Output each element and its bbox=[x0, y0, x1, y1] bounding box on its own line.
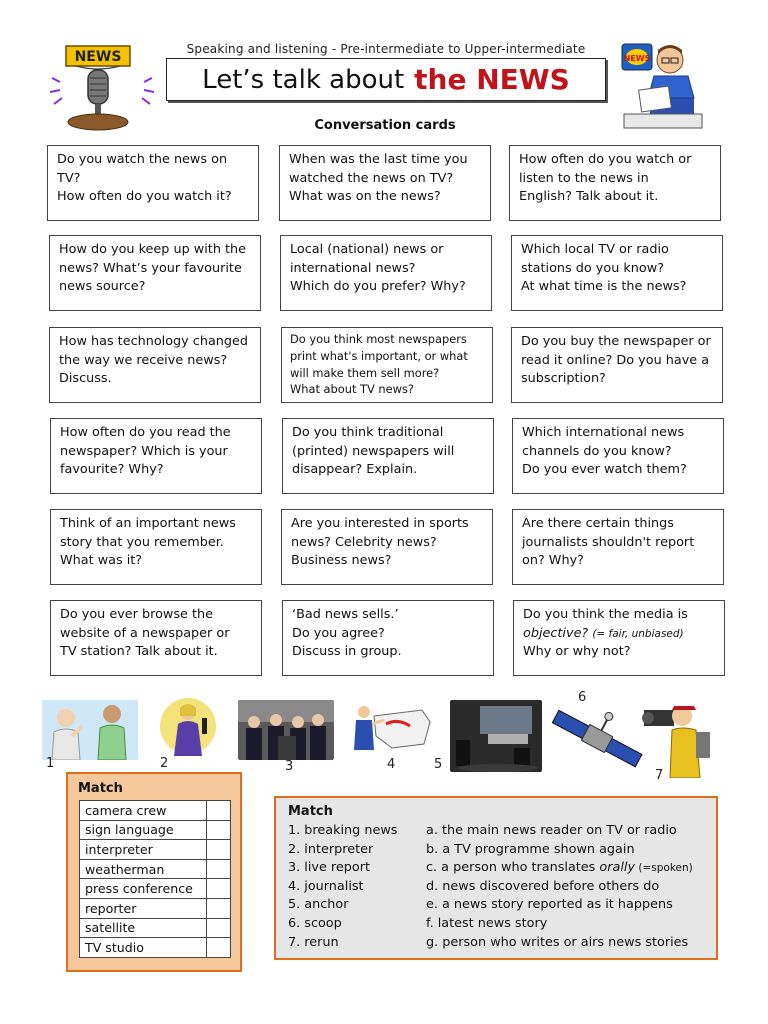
list-item: f. latest news story bbox=[426, 915, 548, 931]
sign-language-picture bbox=[42, 700, 138, 760]
match-vocabulary-table bbox=[79, 800, 231, 958]
answer-cell[interactable] bbox=[207, 820, 231, 840]
answer-cell[interactable] bbox=[207, 918, 231, 938]
worksheet-title bbox=[166, 58, 606, 101]
picture-number: 1 bbox=[46, 756, 55, 771]
list-item: 6. scoop bbox=[288, 915, 342, 931]
conversation-card: Do you watch the news on TV? How often do you watch it? bbox=[47, 145, 259, 221]
list-item: d. news discovered before others do bbox=[426, 878, 660, 894]
picture-number: 5 bbox=[434, 757, 443, 772]
conversation-card: How has technology changed the way we receive news? Discuss. bbox=[49, 327, 261, 403]
table-row: sign language bbox=[80, 820, 231, 840]
list-item: 5. anchor bbox=[288, 897, 349, 913]
camera-crew-picture bbox=[642, 700, 716, 778]
conversation-card: Do you think most newspapers print what's important, or what will make them sell more? What about TV news? bbox=[281, 327, 493, 403]
conversation-card: Think of an important news story that you remember. What was it? bbox=[50, 509, 262, 585]
title-main-text: Let’s talk about bbox=[202, 64, 405, 95]
list-item: 2. interpreter bbox=[288, 841, 374, 857]
answer-cell[interactable] bbox=[207, 879, 231, 899]
conversation-card: Which international news channels do you know? Do you ever watch them? bbox=[512, 418, 724, 494]
table-row: satellite bbox=[80, 918, 231, 938]
title-accent-text: the NEWS bbox=[414, 63, 570, 96]
answer-cell[interactable] bbox=[207, 859, 231, 879]
list-item: c. a person who translates orally (=spoken) bbox=[426, 860, 693, 876]
table-row: TV studio bbox=[80, 938, 231, 958]
worksheet-subtitle: Speaking and listening - Pre-intermediate to Upper-intermediate bbox=[186, 42, 586, 56]
list-item: 4. journalist bbox=[288, 878, 364, 894]
conversation-card: Do you think traditional (printed) newspapers will disappear? Explain. bbox=[282, 418, 494, 494]
table-row: weatherman bbox=[80, 859, 231, 879]
table-row: interpreter bbox=[80, 840, 231, 860]
conversation-card: Which local TV or radio stations do you know? At what time is the news? bbox=[511, 235, 723, 311]
conversation-card: How do you keep up with the news? What’s your favourite news source? bbox=[49, 235, 261, 311]
conversation-card: Local (national) news or international news? Which do you prefer? Why? bbox=[280, 235, 492, 311]
terms-list bbox=[288, 822, 397, 952]
conversation-card: Are there certain things journalists shouldn't report on? Why? bbox=[512, 509, 724, 585]
satellite-picture bbox=[550, 706, 646, 772]
list-item: e. a news story reported as it happens bbox=[426, 897, 673, 913]
press-conference-picture bbox=[238, 700, 334, 760]
table-row: press conference bbox=[80, 879, 231, 899]
list-item: 1. breaking news bbox=[288, 823, 398, 838]
conversation-card: How often do you read the newspaper? Which is your favourite? Why? bbox=[50, 418, 262, 494]
list-item: g. person who writes or airs news stories bbox=[426, 934, 689, 950]
list-item: 3. live report bbox=[288, 860, 370, 876]
conversation-card: Do you buy the newspaper or read it online? Do you have a subscription? bbox=[511, 327, 723, 403]
conversation-card: Do you ever browse the website of a newspaper or TV station? Talk about it. bbox=[50, 600, 262, 676]
weatherman-picture bbox=[352, 700, 432, 758]
list-item: 7. rerun bbox=[288, 934, 339, 950]
news-anchor-clipart bbox=[618, 38, 708, 132]
conversation-card: How often do you watch or listen to the news in English? Talk about it. bbox=[509, 145, 721, 221]
conversation-card: When was the last time you watched the news on TV? What was on the news? bbox=[279, 145, 491, 221]
tv-studio-picture bbox=[450, 700, 542, 772]
list-item: b. a TV programme shown again bbox=[426, 841, 635, 857]
picture-number: 3 bbox=[285, 759, 294, 774]
answer-cell[interactable] bbox=[207, 938, 231, 958]
picture-number: 4 bbox=[387, 757, 396, 772]
section-heading: Conversation cards bbox=[314, 118, 456, 133]
picture-number: 6 bbox=[578, 690, 587, 705]
match-title: Match bbox=[78, 781, 123, 796]
conversation-card: Are you interested in sports news? Celebrity news? Business news? bbox=[281, 509, 493, 585]
list-item: a. the main news reader on TV or radio bbox=[426, 823, 677, 838]
news-microphone-clipart bbox=[50, 42, 154, 134]
news-sign-text: NEWS bbox=[74, 49, 122, 65]
conversation-card: Do you think the media is objective? (= fair, unbiased) Why or why not? bbox=[513, 600, 725, 676]
match-definitions-box bbox=[274, 796, 718, 960]
answer-cell[interactable] bbox=[207, 801, 231, 821]
definitions-list bbox=[426, 822, 693, 952]
conversation-card: ‘Bad news sells.’ Do you agree? Discuss in group. bbox=[282, 600, 494, 676]
match-vocabulary-box bbox=[66, 772, 242, 972]
answer-cell[interactable] bbox=[207, 898, 231, 918]
answer-cell[interactable] bbox=[207, 840, 231, 860]
match-title: Match bbox=[288, 804, 333, 819]
picture-number: 7 bbox=[655, 768, 664, 783]
reporter-picture bbox=[158, 696, 222, 762]
table-row: camera crew bbox=[80, 801, 231, 821]
svg-text:NEWS: NEWS bbox=[623, 54, 651, 63]
picture-number: 2 bbox=[160, 756, 169, 771]
table-row: reporter bbox=[80, 898, 231, 918]
